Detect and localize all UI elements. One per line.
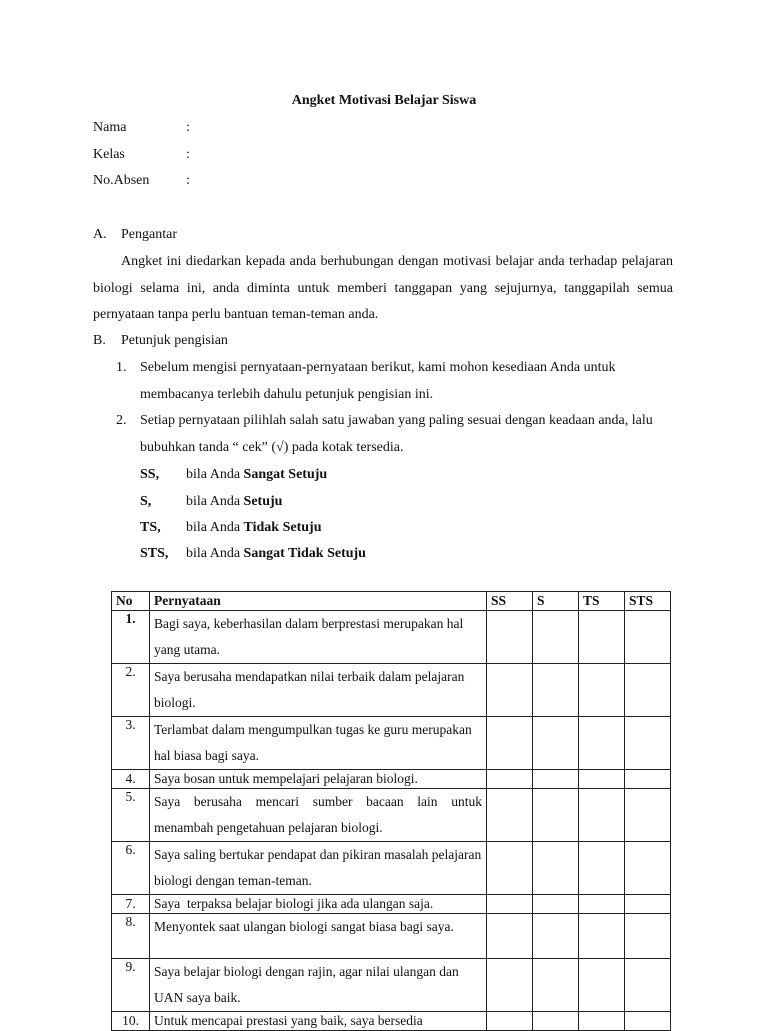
field-colon: : [186,173,190,188]
questionnaire-table [111,591,671,1031]
row-number: 1. [112,611,150,664]
item-text: Sebelum mengisi pernyataan-pernyataan berikut, kami mohon kesediaan Anda untuk membacanya terlebih dahulu petunjuk pengisian ini. [140,360,616,402]
table-row [112,770,671,789]
table-row [112,717,671,770]
checkbox-ss[interactable] [487,914,533,959]
legend-meaning: Sangat Setuju [243,467,328,482]
row-number: 2. [112,664,150,717]
item-number: 1. [116,360,127,375]
section-title: Pengantar [121,227,177,242]
checkbox-sts[interactable] [625,959,671,1012]
checkbox-ts[interactable] [579,1012,625,1031]
checkbox-s[interactable] [533,842,579,895]
row-number: 6. [112,842,150,895]
legend-prefix: bila Anda [186,546,241,561]
checkbox-s[interactable] [533,914,579,959]
legend-code: STS, [140,546,169,561]
checkbox-ts[interactable] [579,914,625,959]
row-number: 4. [112,770,150,789]
row-number: 7. [112,895,150,914]
legend-meaning: Sangat Tidak Setuju [243,546,366,561]
row-number: 10. [112,1012,150,1031]
header-pernyataan: Pernyataan [150,592,487,611]
checkbox-ts[interactable] [579,789,625,842]
legend-prefix: bila Anda [186,467,241,482]
table-header-row [112,592,671,611]
legend-prefix: bila Anda [186,494,241,509]
table-row [112,895,671,914]
row-number: 9. [112,959,150,1012]
checkbox-ts[interactable] [579,770,625,789]
checkbox-ss[interactable] [487,842,533,895]
table-row [112,789,671,842]
table-row [112,664,671,717]
field-label: No.Absen [93,173,150,188]
item-text: Setiap pernyataan pilihlah salah satu jawaban yang paling sesuai dengan keadaan anda, lalu bubuhkan tanda “ cek” (√) pada kotak tersedia. [140,413,653,455]
row-statement: Saya berusaha mencari sumber bacaan lain untuk menambah pengetahuan pelajaran biologi. [150,789,487,842]
row-statement: Saya terpaksa belajar biologi jika ada ulangan saja. [150,895,487,914]
document-title: Angket Motivasi Belajar Siswa [291,93,477,108]
legend-ts [140,520,322,536]
header-sts: STS [625,592,671,611]
table-row [112,1012,671,1031]
checkbox-sts[interactable] [625,611,671,664]
field-colon: : [186,147,190,162]
checkbox-ss[interactable] [487,895,533,914]
legend-sts [140,546,366,562]
checkbox-ss[interactable] [487,1012,533,1031]
row-number: 5. [112,789,150,842]
checkbox-ts[interactable] [579,664,625,717]
section-b-heading [93,333,228,349]
checkbox-s[interactable] [533,1012,579,1031]
checkbox-sts[interactable] [625,895,671,914]
row-statement: Untuk mencapai prestasi yang baik, saya bersedia [150,1012,487,1031]
header-s: S [533,592,579,611]
checkbox-ts[interactable] [579,842,625,895]
row-statement: Menyontek saat ulangan biologi sangat biasa bagi saya. [150,914,487,959]
table-row [112,914,671,959]
checkbox-s[interactable] [533,959,579,1012]
header-ts: TS [579,592,625,611]
row-statement: Terlambat dalam mengumpulkan tugas ke guru merupakan hal biasa bagi saya. [150,717,487,770]
row-statement: Saya belajar biologi dengan rajin, agar nilai ulangan dan UAN saya baik. [150,959,487,1012]
header-no: No [112,592,150,611]
row-statement: Saya bosan untuk mempelajari pelajaran biologi. [150,770,487,789]
checkbox-sts[interactable] [625,664,671,717]
legend-code: SS, [140,467,160,482]
row-statement: Saya berusaha mendapatkan nilai terbaik dalam pelajaran biologi. [150,664,487,717]
legend-meaning: Setuju [243,494,283,509]
field-label: Kelas [93,147,125,162]
table-row [112,959,671,1012]
field-nama [93,120,190,136]
checkbox-sts[interactable] [625,1012,671,1031]
row-statement: Saya saling bertukar pendapat dan pikiran masalah pelajaran biologi dengan teman-teman. [150,842,487,895]
checkbox-s[interactable] [533,789,579,842]
checkbox-ss[interactable] [487,959,533,1012]
table-row [112,611,671,664]
field-label: Nama [93,120,127,135]
table-row [112,842,671,895]
checkbox-s[interactable] [533,664,579,717]
checkbox-ss[interactable] [487,664,533,717]
row-number: 8. [112,914,150,959]
header-ss: SS [487,592,533,611]
checkbox-sts[interactable] [625,770,671,789]
checkbox-sts[interactable] [625,842,671,895]
legend-code: TS, [140,520,161,535]
checkbox-ts[interactable] [579,959,625,1012]
item-number: 2. [116,413,127,428]
checkbox-ts[interactable] [579,895,625,914]
checkbox-s[interactable] [533,611,579,664]
section-letter: A. [93,227,107,242]
checkbox-ts[interactable] [579,717,625,770]
checkbox-ss[interactable] [487,770,533,789]
checkbox-sts[interactable] [625,914,671,959]
intro-text: Angket ini diedarkan kepada anda berhubungan dengan motivasi belajar anda terhadap pelajaran biologi selama ini, anda diminta untuk memberi tanggapan yang sejujurnya, tanggapilah semua pernyataan tanpa perlu bantuan teman-teman anda. [93,254,673,322]
legend-ss [140,467,327,483]
legend-prefix: bila Anda [186,520,241,535]
row-statement: Bagi saya, keberhasilan dalam berprestasi merupakan hal yang utama. [150,611,487,664]
field-colon: : [186,120,190,135]
checkbox-ts[interactable] [579,611,625,664]
field-no-absen [93,173,190,189]
checkbox-sts[interactable] [625,717,671,770]
checkbox-ss[interactable] [487,789,533,842]
checkbox-s[interactable] [533,895,579,914]
legend-s [140,494,282,510]
checkbox-ss[interactable] [487,611,533,664]
checkbox-ss[interactable] [487,717,533,770]
checkbox-s[interactable] [533,770,579,789]
legend-code: S, [140,494,152,509]
section-letter: B. [93,333,106,348]
field-kelas [93,147,190,163]
checkbox-sts[interactable] [625,789,671,842]
section-a-heading [93,227,177,243]
legend-meaning: Tidak Setuju [243,520,322,535]
section-title: Petunjuk pengisian [121,333,228,348]
section-a-paragraph [93,249,673,329]
row-number: 3. [112,717,150,770]
checkbox-s[interactable] [533,717,579,770]
